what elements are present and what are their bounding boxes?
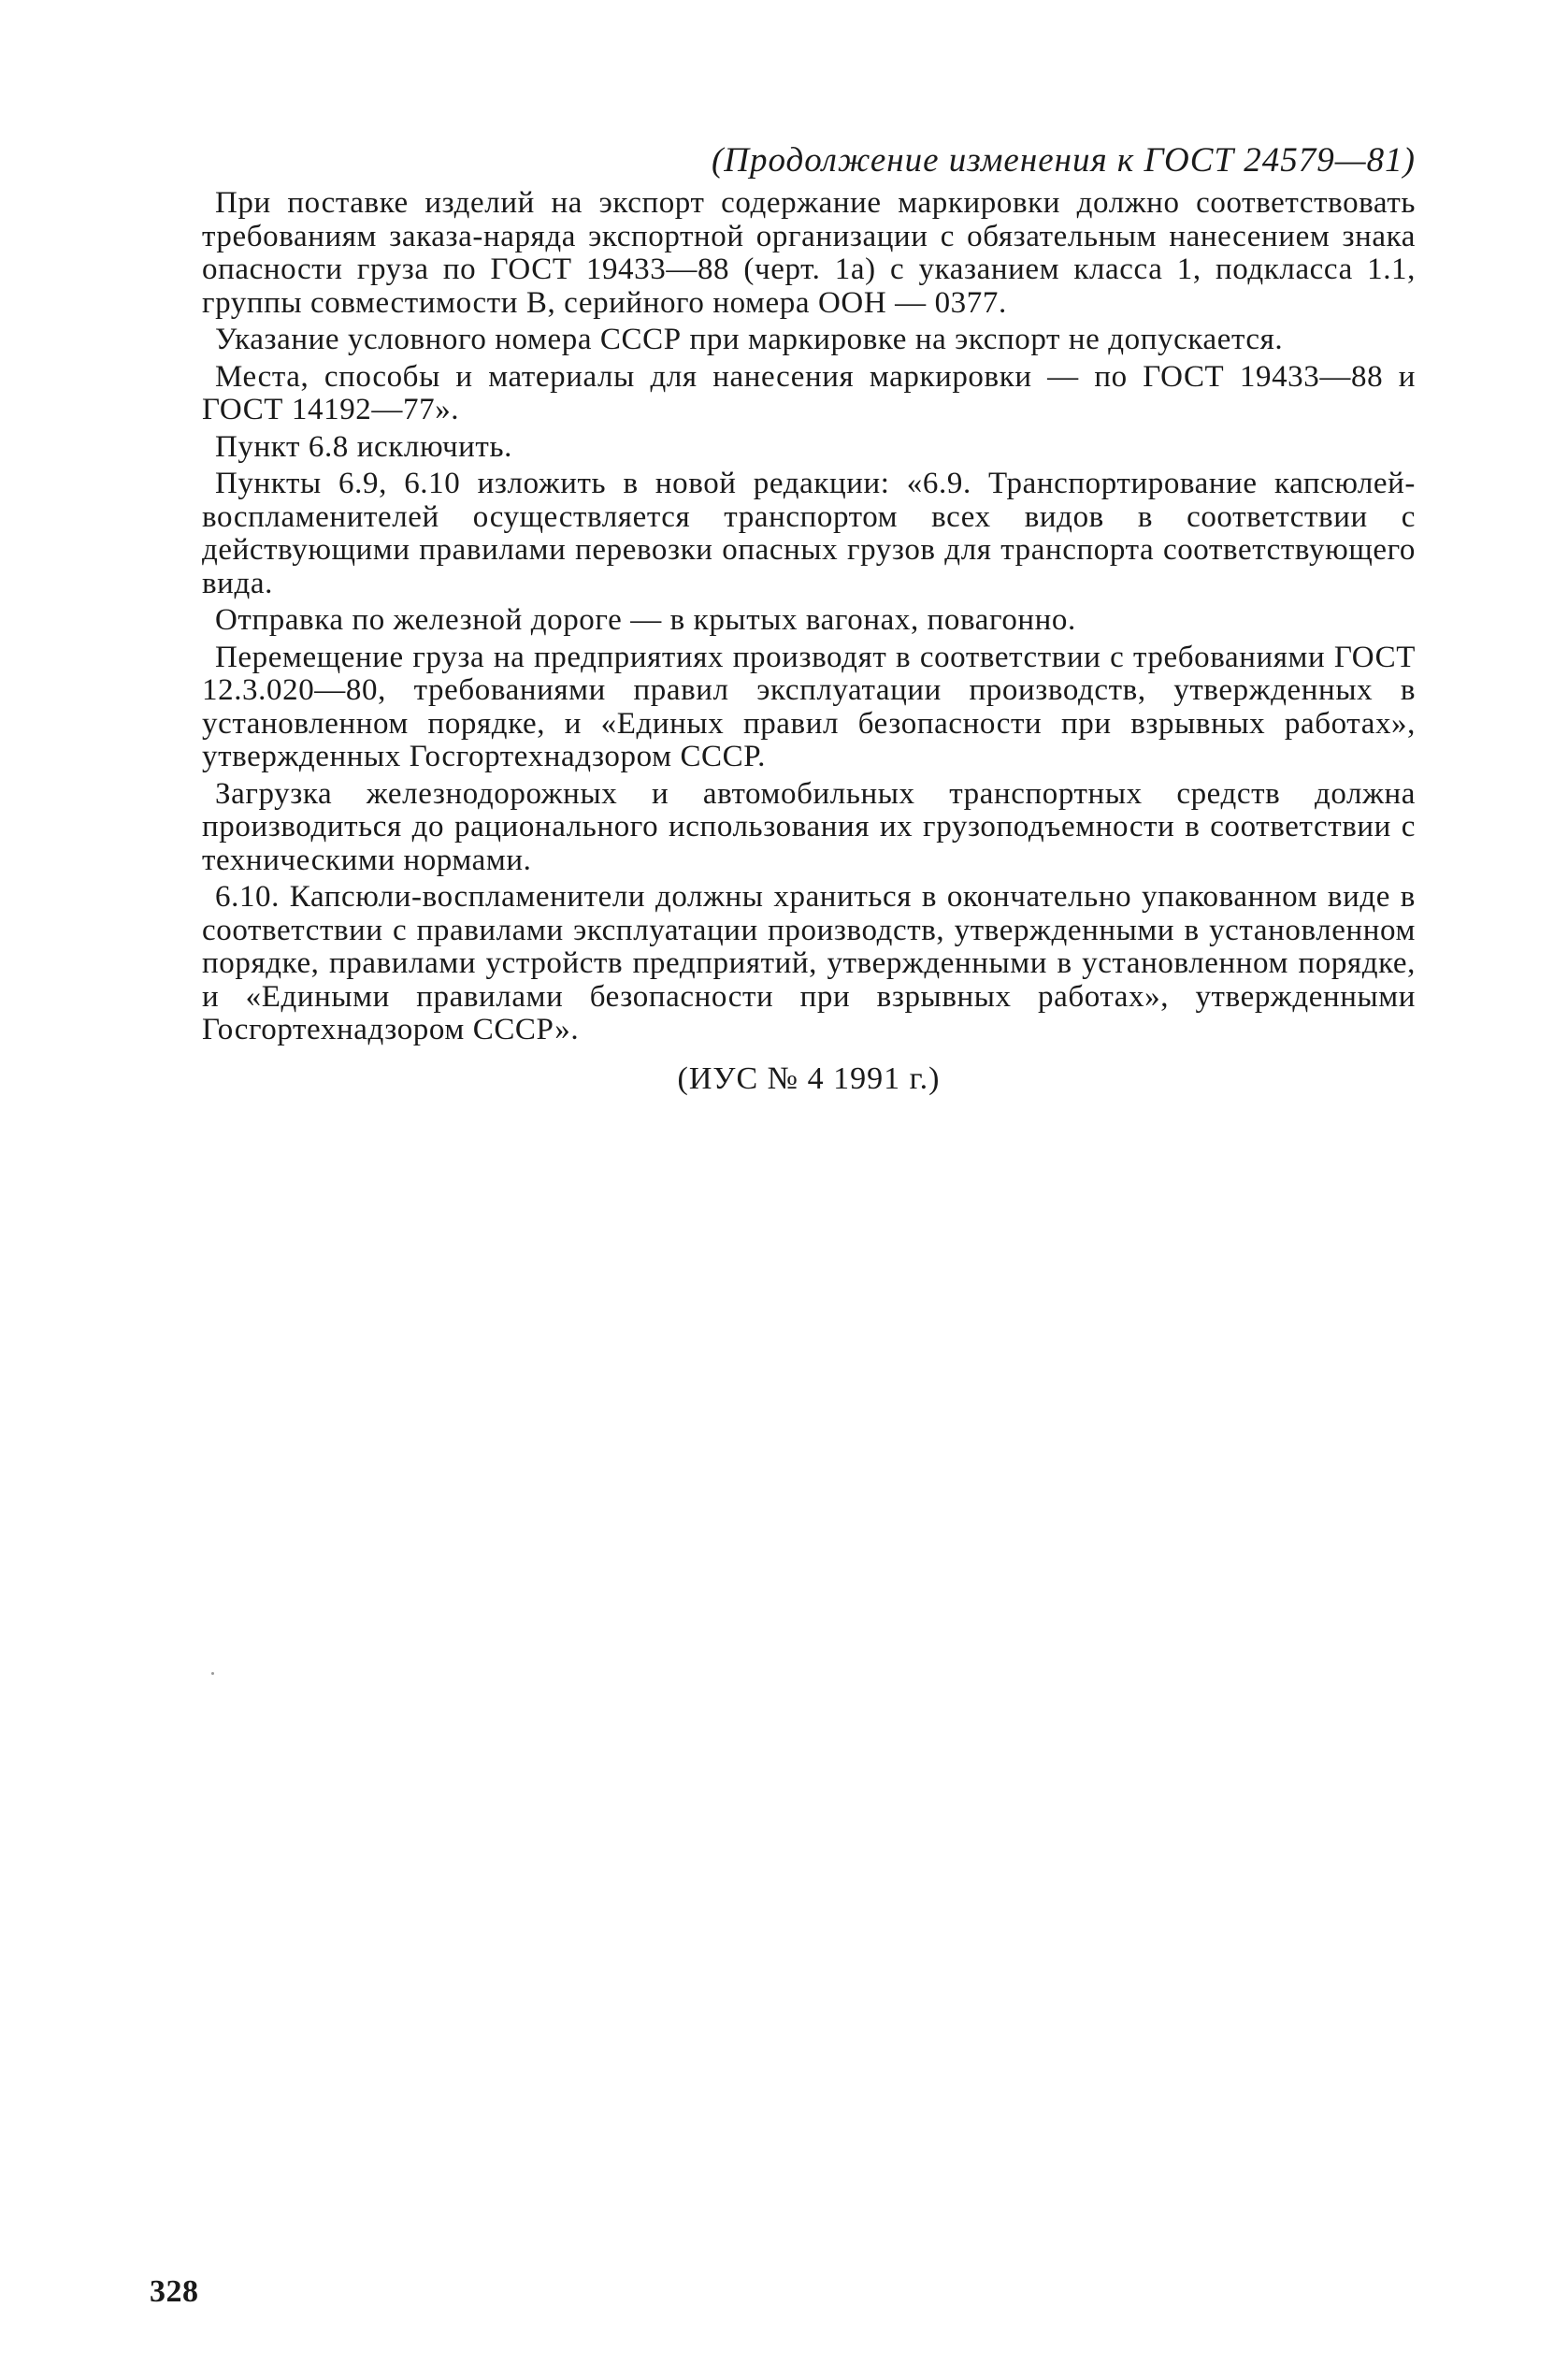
paragraph-ussr-number: Указание условного номера СССР при маркировке на экспорт не допускается.: [215, 323, 1284, 356]
document-page: [202, 140, 1416, 1098]
page-header: (Продолжение изменения к ГОСТ 24579—81): [711, 141, 1416, 180]
paragraph-clause-6-9: Пункты 6.9, 6.10 изложить в новой редакции: «6.9. Транспортирование капсюлей-воспламенителей осуществляется транспортом всех видов в соответствии с действующими правилами перевозки опасных грузов для транспорта соответствующего вида.: [202, 467, 1416, 600]
paragraph-clause-6-8: Пункт 6.8 исключить.: [215, 429, 512, 464]
paragraph-clause-6-10: 6.10. Капсюли-воспламенители должны храниться в окончательно упакованном виде в соответствии с правилами эксплуатации производств, утвержденными в установленном порядке, правилами устройств предприятий, утвержденными в установленном порядке, и «Едиными правилами безопасности при взрывных работах», утвержденными Госгортехнадзором СССР».: [202, 880, 1416, 1046]
scan-speck: [211, 1672, 214, 1675]
paragraph-railway: Отправка по железной дороге — в крытых вагонах, повагонно.: [215, 603, 1076, 637]
paragraph-loading: Загрузка железнодорожных и автомобильных транспортных средств должна производиться до рационального использования их грузоподъемности в соответствии с техническими нормами.: [202, 776, 1416, 877]
page-number: 328: [150, 2274, 199, 2309]
paragraph-export-marking: При поставке изделий на экспорт содержание маркировки должно соответствовать требованиям заказа-наряда экспортной организации с обязательным нанесением знака опасности груза по ГОСТ 19433—88 (черт. 1а) с указанием класса 1, подкласса 1.1, группы совместимости В, серийного номера ООН — 0377.: [202, 186, 1416, 320]
paragraph-marking-methods: Места, способы и материалы для нанесения маркировки — по ГОСТ 19433—88 и ГОСТ 14192—77».: [202, 359, 1416, 426]
paragraph-cargo-movement: Перемещение груза на предприятиях производят в соответствии с требованиями ГОСТ 12.3.020—80, требованиями правил эксплуатации производств, утвержденных в установленном порядке, и «Единых правил безопасности при взрывных работах», утвержденных Госгортехнадзором СССР.: [202, 640, 1416, 773]
source-reference: (ИУС № 4 1991 г.): [677, 1060, 941, 1096]
